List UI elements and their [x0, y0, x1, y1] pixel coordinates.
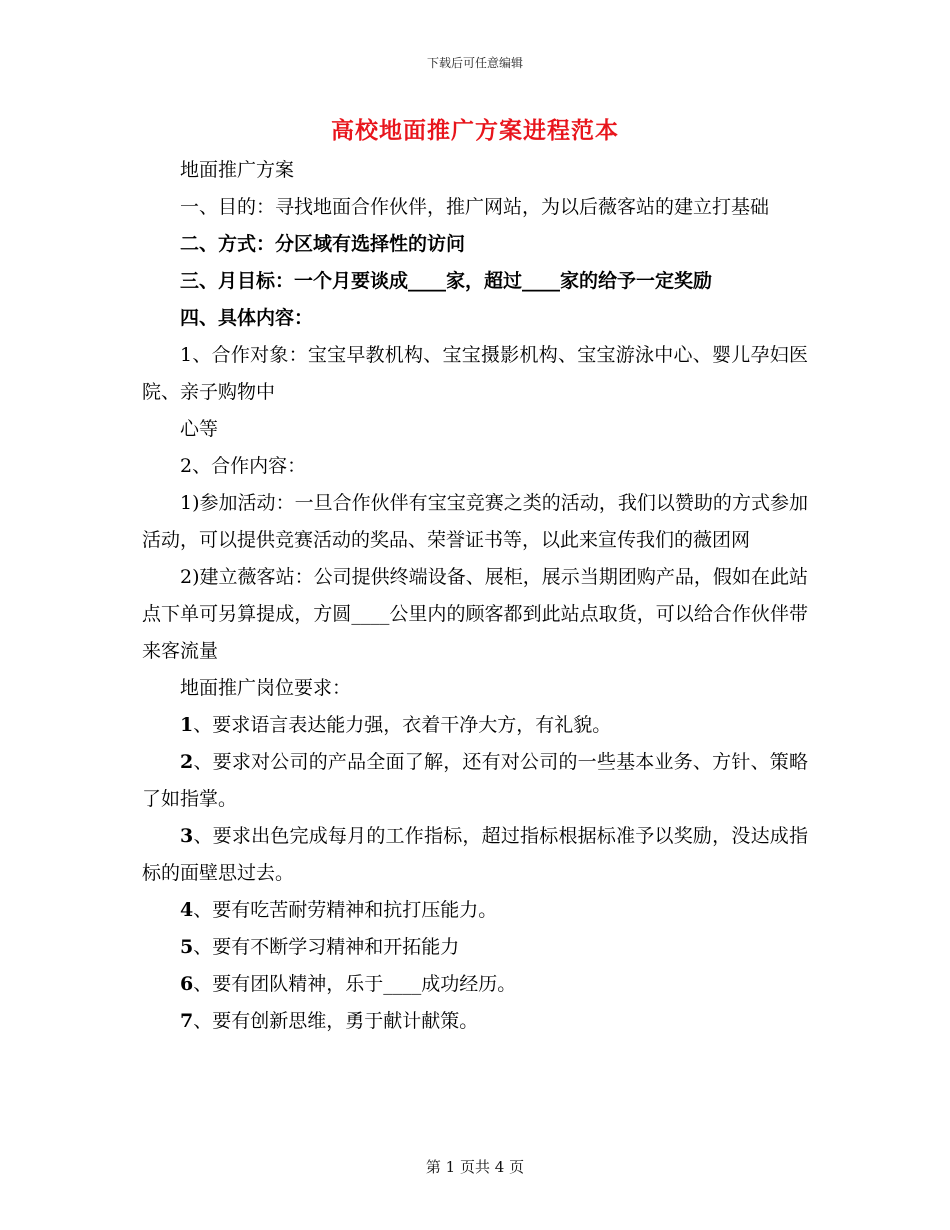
requirement-number: 1 [180, 714, 194, 736]
document-title: 高校地面推广方案进程范本 [331, 117, 619, 144]
paragraph-details-heading: 四、具体内容： [180, 307, 314, 329]
requirement-item [142, 707, 808, 744]
paragraph-method: 二、方式：分区域有选择性的访问 [180, 233, 466, 255]
page-number: 第 1 页共 4 页 [425, 1158, 525, 1176]
requirement-text: 、要求语言表达能力强，衣着干净大方，有礼貌。 [193, 714, 612, 736]
header-note: 下载后可任意编辑 [426, 56, 523, 70]
requirement-number: 7 [180, 1010, 194, 1032]
paragraph-activity: 1)参加活动：一旦合作伙伴有宝宝竞赛之类的活动，我们以赞助的方式参加活动，可以提供竞赛活动的奖品、荣誉证书等，以此来宣传我们的薇团网 [142, 492, 808, 551]
paragraph-monthly-goal: 三、月目标：一个月要谈成____家，超过____家的给予一定奖励 [180, 270, 713, 292]
requirement-number: 5 [180, 936, 194, 958]
requirement-number: 6 [180, 973, 194, 995]
requirement-text: 、要有团队精神，乐于____成功经历。 [193, 973, 517, 995]
paragraph-partners: 1、合作对象：宝宝早教机构、宝宝摄影机构、宝宝游泳中心、婴儿孕妇医院、亲子购物中 [142, 344, 808, 403]
requirement-text: 、要有创新思维，勇于献计献策。 [193, 1010, 479, 1032]
requirement-number: 2 [180, 751, 194, 773]
paragraph-purpose: 一、目的：寻找地面合作伙伴，推广网站，为以后薇客站的建立打基础 [180, 196, 770, 218]
document-body [142, 152, 808, 1040]
paragraph-station: 2)建立薇客站：公司提供终端设备、展柜，展示当期团购产品，假如在此站点下单可另算提成，方圆____公里内的顾客都到此站点取货，可以给合作伙伴带来客流量 [142, 566, 808, 662]
requirement-number: 4 [180, 899, 194, 921]
requirement-text: 、要有吃苦耐劳精神和抗打压能力。 [193, 899, 498, 921]
requirement-number: 3 [180, 825, 194, 847]
requirement-text: 、要求出色完成每月的工作指标，超过指标根据标准予以奖励，没达成指标的面壁思过去。 [142, 825, 808, 884]
paragraph-cooperation-heading: 2、合作内容： [180, 455, 307, 477]
requirement-text: 、要有不断学习精神和开拓能力 [193, 936, 460, 958]
requirement-item [142, 818, 808, 892]
requirement-item [142, 929, 808, 966]
paragraph-job-requirements-heading: 地面推广岗位要求： [180, 677, 352, 699]
requirement-item [142, 1003, 808, 1040]
requirement-item [142, 966, 808, 1003]
paragraph-partners-cont: 心等 [180, 418, 219, 440]
requirement-text: 、要求对公司的产品全面了解，还有对公司的一些基本业务、方针、策略了如指掌。 [142, 751, 808, 810]
requirement-item [142, 892, 808, 929]
requirement-item [142, 744, 808, 818]
paragraph-section-heading: 地面推广方案 [180, 159, 295, 181]
